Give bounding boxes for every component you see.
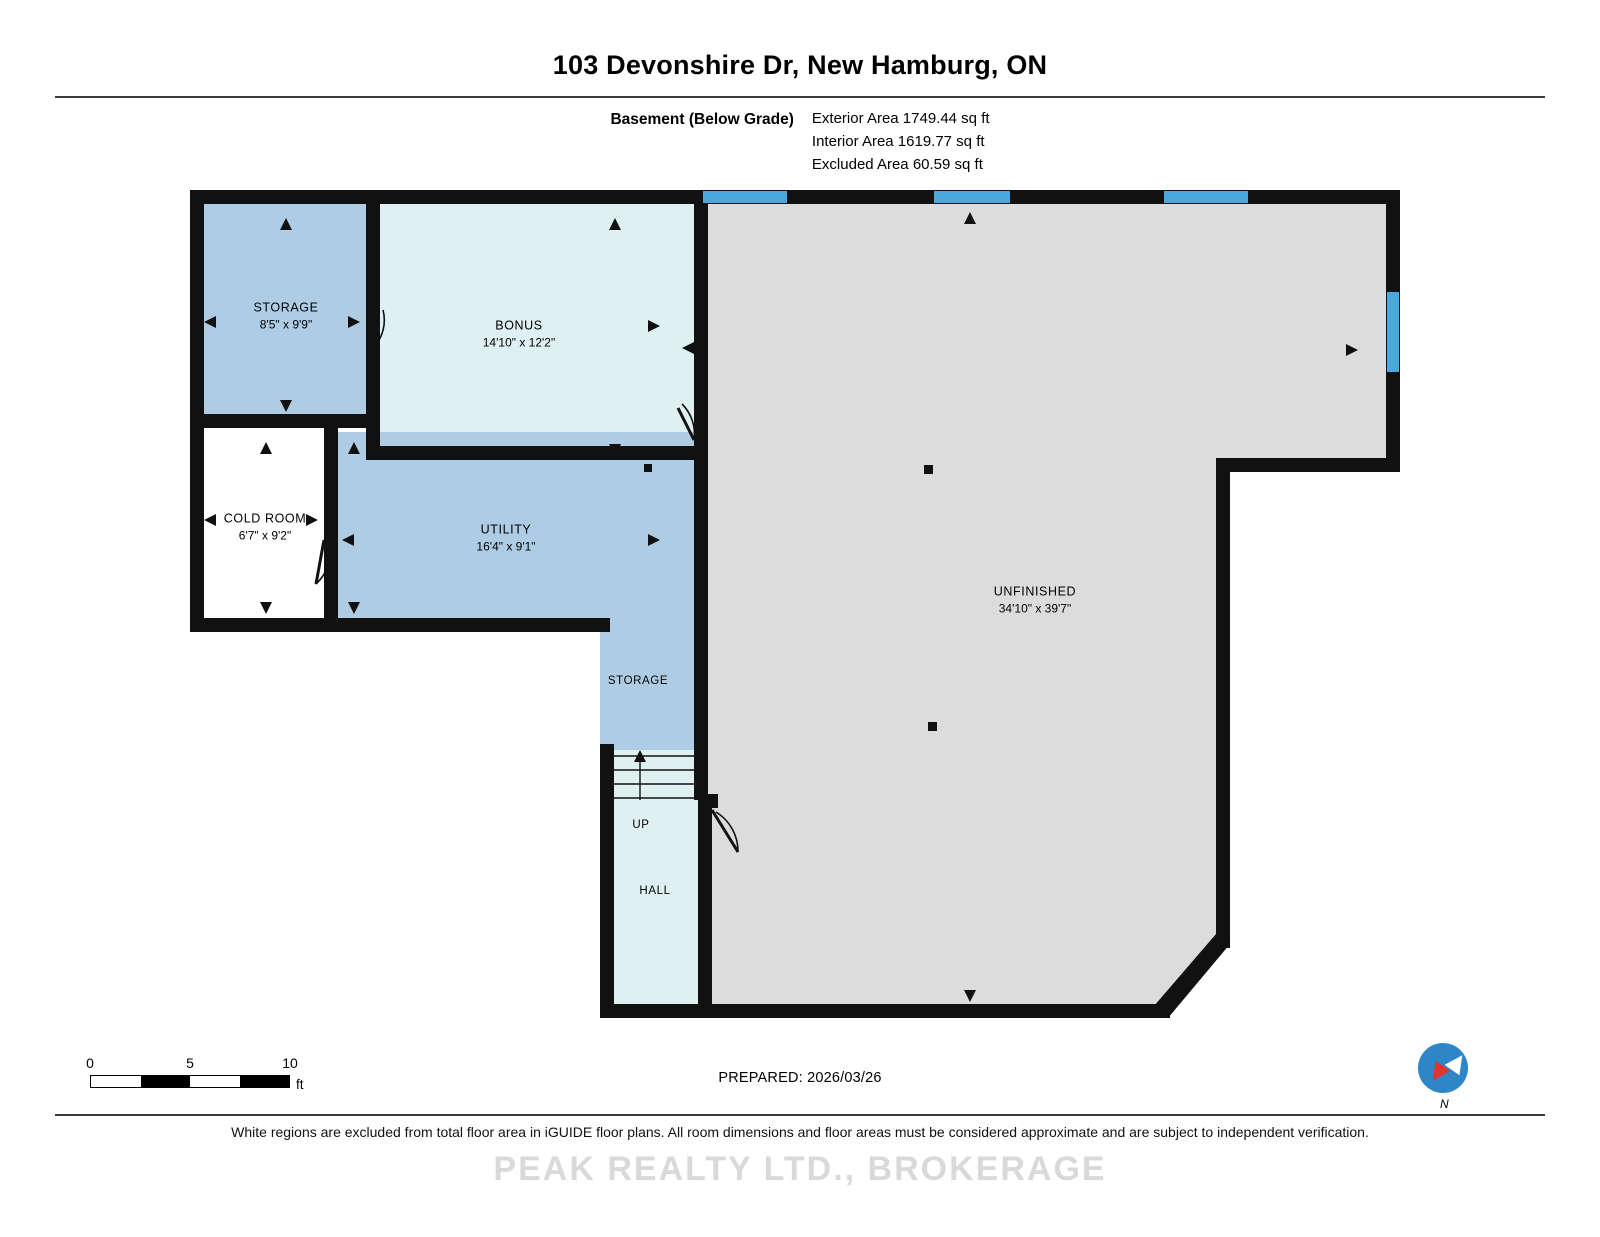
room-dims: 14'10" x 12'2"	[482, 335, 556, 350]
scale-tick-0: 0	[86, 1055, 94, 1071]
room-fill-storage-top	[198, 198, 373, 420]
room-name: HALL	[639, 885, 671, 898]
room-name: COLD ROOM	[223, 511, 307, 526]
exterior-area: Exterior Area 1749.44 sq ft	[811, 110, 990, 127]
brokerage-watermark: PEAK REALTY LTD., BROKERAGE	[493, 1150, 1107, 1188]
room-name: UTILITY	[480, 522, 532, 537]
room-fill-unfinished	[700, 198, 1392, 1012]
page-title: 103 Devonshire Dr, New Hamburg, ON	[552, 50, 1048, 80]
room-fill-hall	[610, 750, 702, 1012]
room-name: UP	[632, 819, 650, 832]
prepared-date: PREPARED: 2026/03/26	[718, 1070, 882, 1086]
footer-divider	[55, 1114, 1545, 1116]
room-name: UNFINISHED	[993, 584, 1077, 599]
scale-unit: ft	[296, 1077, 304, 1092]
compass-label: N	[1440, 1097, 1449, 1111]
interior-area: Interior Area 1619.77 sq ft	[811, 133, 985, 150]
window-right-1	[1387, 292, 1399, 372]
room-fill-utility	[330, 432, 700, 624]
room-fill-cold-room	[198, 432, 330, 624]
room-name: STORAGE	[607, 675, 669, 688]
window-top-2	[934, 191, 1010, 203]
disclaimer-text: White regions are excluded from total floor area in iGUIDE floor plans. All room dimensions and floor areas must be considered approximate and are subject to independent verification.	[231, 1124, 1369, 1140]
room-name: BONUS	[495, 318, 543, 333]
room-dims: 34'10" x 39'7"	[998, 601, 1072, 616]
room-name: STORAGE	[253, 300, 319, 315]
room-dims: 8'5" x 9'9"	[259, 317, 313, 332]
room-dims: 16'4" x 9'1"	[476, 539, 536, 554]
room-fill-storage-strip	[600, 624, 700, 750]
window-top-1	[703, 191, 787, 203]
excluded-area: Excluded Area 60.59 sq ft	[811, 156, 983, 173]
scale-tick-5: 5	[186, 1055, 194, 1071]
window-top-3	[1164, 191, 1248, 203]
scale-tick-10: 10	[282, 1055, 298, 1071]
room-dims: 6'7" x 9'2"	[238, 528, 292, 543]
level-label: Basement (Below Grade)	[610, 111, 794, 128]
